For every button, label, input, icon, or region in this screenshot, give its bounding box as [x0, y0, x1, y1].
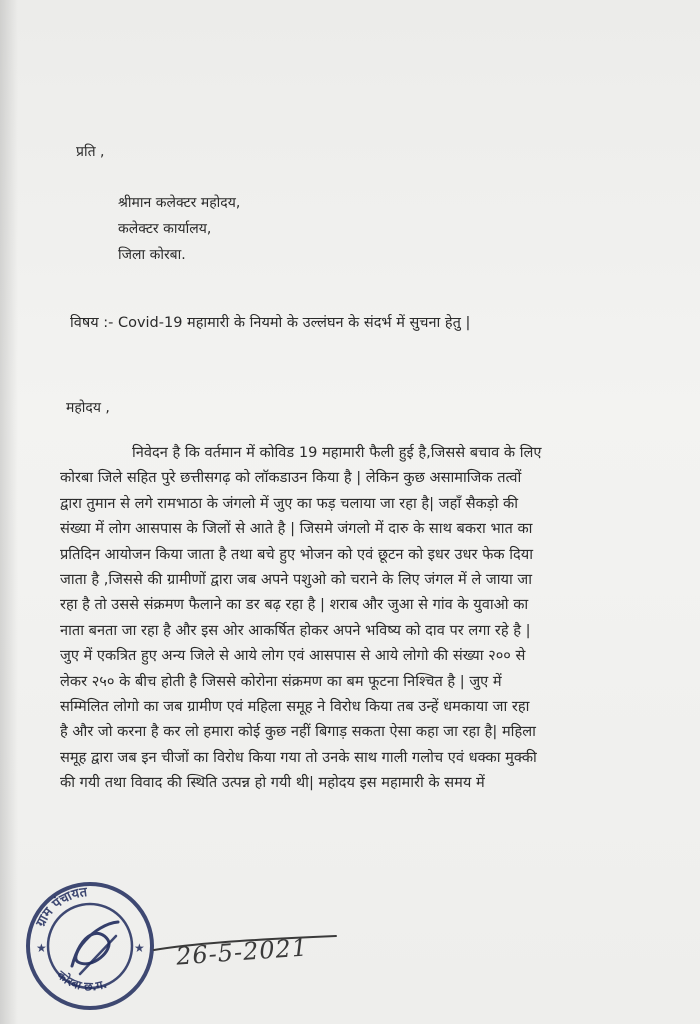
svg-text:ग्राम पंचायत: ग्राम पंचायत — [33, 885, 88, 930]
body-line: रहा है तो उससे संक्रमण फैलाने का डर बढ़ रहा है | शराब और जुआ से गांव के युवाओ का — [60, 596, 529, 614]
address-line-2: कलेक्टर कार्यालय, — [118, 221, 212, 237]
official-stamp — [22, 878, 158, 1014]
body-line: की गयी तथा विवाद की स्थिति उत्पन्न हो गयी थी| महोदय इस महामारी के समय में — [60, 774, 485, 792]
body-line: द्वारा तुमान से लगे रामभाठा के जंगलो में जुए का फड़ चलाया जा रहा है| जहाँ सैकड़ो की — [60, 494, 519, 512]
body-line: संख्या में लोग आसपास के जिलों से आते है | जिसमे जंगलो में दारु के साथ बकरा भात का — [60, 520, 533, 538]
letter-body — [60, 440, 674, 796]
body-line: सम्मिलित लोगो का जब ग्रामीण एवं महिला समूह ने विरोध किया तब उन्हें धमकाया जा रहा — [60, 698, 530, 716]
svg-text:कोरबा छ.ग.: कोरबा छ.ग. — [54, 967, 109, 994]
page-shadow — [0, 0, 18, 1024]
body-line: जुए में एकत्रित हुए अन्य जिले से आये लोग एवं आसपास से आये लोगो की संख्या २०० से — [60, 647, 526, 665]
address-line-3: जिला कोरबा. — [118, 247, 186, 263]
body-line: है और जो करना है कर लो हमारा कोई कुछ नहीं बिगाड़ सकता ऐसा कहा जा रहा है| महिला — [60, 723, 536, 741]
signature-date: 26-5-2021 — [175, 933, 309, 971]
body-line: जाता है ,जिससे की ग्रामीणों द्वारा जब अपने पशुओ को चराने के लिए जंगल में ले जाया जा — [60, 571, 532, 589]
greeting: महोदय , — [66, 400, 110, 416]
body-line: नाता बनता जा रहा है और इस ओर आकर्षित होकर अपने भविष्य को दाव पर लगा रहे है | — [60, 621, 531, 639]
subject-line: विषय :- Covid-19 महामारी के नियमो के उल्लंघन के संदर्भ में सुचना हेतु | — [70, 315, 471, 331]
recipient-prefix: प्रति , — [76, 144, 105, 160]
recipient-address — [118, 190, 240, 268]
body-line: समूह द्वारा जब इन चीजों का विरोध किया गया तो उनके साथ गाली गलोच एवं धक्का मुक्की — [60, 748, 537, 766]
body-line: लेकर २५० के बीच होती है जिससे कोरोना संक्रमण का बम फूटना निश्चित है | जुए में — [60, 672, 502, 690]
body-line: प्रतिदिन आयोजन किया जाता है तथा बचे हुए भोजन को एवं छूटन को इधर उधर फेक दिया — [60, 545, 533, 563]
address-line-1: श्रीमान कलेक्टर महोदय, — [118, 195, 241, 211]
body-line: कोरबा जिले सहित पुरे छत्तीसगढ़ को लॉकडाउन किया है | लेकिन कुछ असामाजिक तत्वों — [60, 469, 522, 487]
svg-text:★: ★ — [36, 941, 47, 955]
body-line: निवेदन है कि वर्तमान में कोविड 19 महामारी फैली हुई है,जिससे बचाव के लिए — [132, 444, 542, 461]
svg-text:★: ★ — [134, 941, 145, 955]
